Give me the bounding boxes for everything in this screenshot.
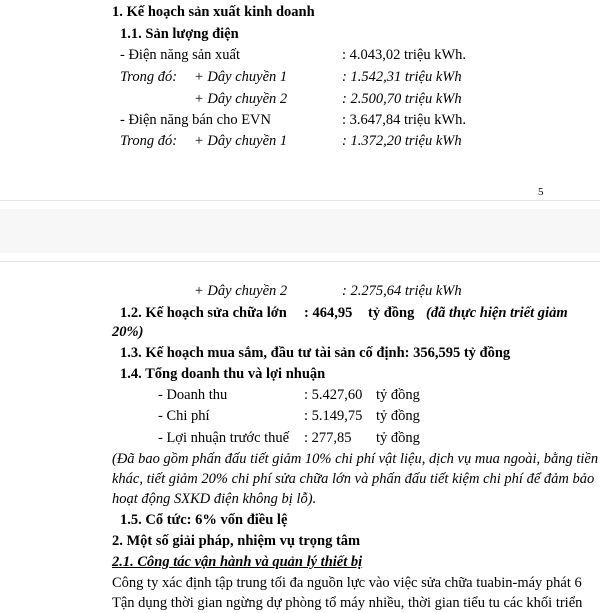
cost-value: : 5.149,75 <box>304 408 363 424</box>
repair-plan-label: 1.2. Kế hoạch sửa chữa lớn <box>120 305 287 321</box>
dividend: 1.5. Cổ tức: 6% vốn điều lệ <box>120 512 288 528</box>
produced-note-prefix: Trong đó: <box>120 69 178 85</box>
cost-label: - Chi phí <box>158 408 210 424</box>
paragraph-line-1: Công ty xác định tập trung tối đa nguồn lực vào việc sửa chữa tuabin-máy phát 6 <box>112 575 582 591</box>
page-break <box>0 200 600 262</box>
produced-line-1-label: + Dây chuyền 1 <box>194 69 288 85</box>
pretax-profit-value: : 277,85 <box>304 430 352 446</box>
section-2-title: 2. Một số giải pháp, nhiệm vụ trọng tâm <box>112 533 361 549</box>
sold-value: : 3.647,84 triệu kWh. <box>342 112 467 128</box>
cost-unit: tỷ đồng <box>376 408 420 424</box>
repair-plan-note: (đã thực hiện triết giảm <box>426 305 568 321</box>
pretax-profit-unit: tỷ đồng <box>376 430 420 446</box>
revenue-value: : 5.427,60 <box>304 387 363 403</box>
sold-line-2-label: + Dây chuyền 2 <box>194 283 288 299</box>
produced-line-2-label: + Dây chuyền 2 <box>194 91 288 107</box>
section-1-1-title: 1.1. Sản lượng điện <box>120 26 239 42</box>
produced-value: : 4.043,02 triệu kWh. <box>342 47 467 63</box>
revenue-note-line-2: khác, tiết giảm 20% chi phí sửa chữa lớn và phấn đấu tiết kiệm chi phí để đảm bảo <box>112 471 595 487</box>
revenue-label: - Doanh thu <box>158 387 228 403</box>
sold-line-2-value: : 2.275,64 triệu kWh <box>342 283 462 299</box>
produced-label: - Điện năng sản xuất <box>120 47 240 63</box>
paragraph-line-2: Tận dụng thời gian ngừng dự phòng tổ máy nhiều, thời gian tiểu tu các khối triển <box>112 595 583 611</box>
revenue-note-line-3: hoạt động SXKD điện không bị lỗ). <box>112 491 317 507</box>
pretax-profit-label: - Lợi nhuận trước thuế <box>158 430 290 446</box>
revenue-note-line-1: (Đã bao gồm phấn đấu tiết giảm 10% chi phí vật liệu, dịch vụ mua ngoài, bằng tiền <box>112 451 599 467</box>
produced-line-1-value: : 1.542,31 triệu kWh <box>342 69 462 85</box>
section-2-1-title: 2.1. Công tác vận hành và quản lý thiết bị <box>112 554 363 570</box>
repair-plan-note-cont: 20%) <box>112 324 144 340</box>
revenue-profit-title: 1.4. Tổng doanh thu và lợi nhuận <box>120 366 326 382</box>
sold-line-1-value: : 1.372,20 triệu kWh <box>342 133 462 149</box>
sold-line-1-label: + Dây chuyền 1 <box>194 133 288 149</box>
repair-plan-value: : 464,95 <box>304 305 353 321</box>
revenue-unit: tỷ đồng <box>376 387 420 403</box>
produced-line-2-value: : 2.500,70 triệu kWh <box>342 91 462 107</box>
procurement-plan: 1.3. Kế hoạch mua sắm, đầu tư tài sản cố định: 356,595 tỷ đồng <box>120 345 511 361</box>
sold-note-prefix: Trong đó: <box>120 133 178 149</box>
section-1-title: 1. Kế hoạch sản xuất kinh doanh <box>112 4 315 20</box>
page-number: 5 <box>538 186 544 198</box>
sold-label: - Điện năng bán cho EVN <box>120 112 271 128</box>
repair-plan-unit: tỷ đồng <box>368 305 415 321</box>
